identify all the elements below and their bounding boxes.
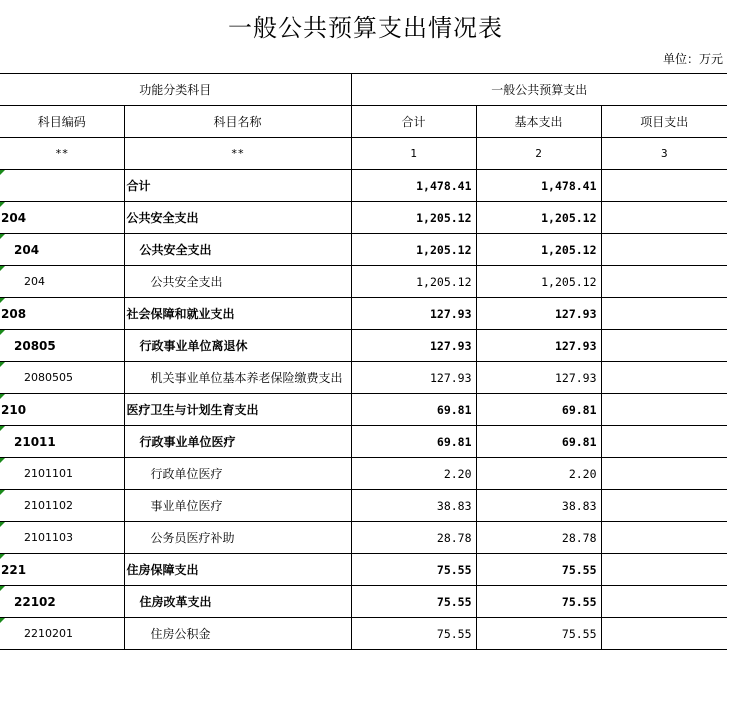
cell-total: 1,478.41 [351, 170, 476, 202]
index-total: 1 [351, 138, 476, 170]
cell-total: 1,205.12 [351, 266, 476, 298]
cell-total: 75.55 [351, 586, 476, 618]
cell-project [601, 266, 727, 298]
cell-total: 28.78 [351, 522, 476, 554]
index-row [0, 138, 727, 170]
cell-code: 2101101 [0, 458, 124, 490]
cell-basic: 1,205.12 [476, 202, 601, 234]
header-project-expenditure: 项目支出 [601, 106, 727, 138]
cell-name: 合计 [124, 170, 351, 202]
cell-total: 2.20 [351, 458, 476, 490]
cell-code: 210 [0, 394, 124, 426]
cell-total: 1,205.12 [351, 202, 476, 234]
cell-code: 204 [0, 234, 124, 266]
cell-name: 行政事业单位离退休 [124, 330, 351, 362]
cell-name: 公务员医疗补助 [124, 522, 351, 554]
cell-name: 事业单位医疗 [124, 490, 351, 522]
header-subject-code: 科目编码 [0, 106, 124, 138]
cell-name: 住房公积金 [124, 618, 351, 650]
unit-label: 单位：万元 [662, 52, 723, 66]
cell-name: 公共安全支出 [124, 202, 351, 234]
cell-project [601, 618, 727, 650]
cell-basic: 1,478.41 [476, 170, 601, 202]
cell-code: 2210201 [0, 618, 124, 650]
cell-basic: 1,205.12 [476, 234, 601, 266]
cell-total: 1,205.12 [351, 234, 476, 266]
cell-name: 公共安全支出 [124, 234, 351, 266]
cell-project [601, 554, 727, 586]
cell-basic: 75.55 [476, 618, 601, 650]
cell-project [601, 394, 727, 426]
cell-code: 20805 [0, 330, 124, 362]
table-row [0, 298, 727, 330]
cell-total: 127.93 [351, 330, 476, 362]
cell-name: 公共安全支出 [124, 266, 351, 298]
cell-total: 75.55 [351, 554, 476, 586]
index-project: 3 [601, 138, 727, 170]
cell-code: 2080505 [0, 362, 124, 394]
cell-basic: 127.93 [476, 330, 601, 362]
cell-code: 2101102 [0, 490, 124, 522]
cell-project [601, 586, 727, 618]
cell-total: 75.55 [351, 618, 476, 650]
cell-basic: 75.55 [476, 586, 601, 618]
cell-code: 204 [0, 202, 124, 234]
table-row [0, 522, 727, 554]
index-name: ** [124, 138, 351, 170]
cell-name: 住房保障支出 [124, 554, 351, 586]
table-row [0, 330, 727, 362]
cell-code: 22102 [0, 586, 124, 618]
cell-basic: 127.93 [476, 298, 601, 330]
table-row [0, 490, 727, 522]
header-general-budget-expenditure: 一般公共预算支出 [351, 74, 727, 106]
header-group-row [0, 74, 727, 106]
cell-project [601, 458, 727, 490]
cell-project [601, 362, 727, 394]
cell-project [601, 426, 727, 458]
table-row [0, 266, 727, 298]
cell-project [601, 330, 727, 362]
cell-total: 127.93 [351, 362, 476, 394]
table-row [0, 234, 727, 266]
cell-project [601, 522, 727, 554]
table-row [0, 170, 727, 202]
cell-basic: 2.20 [476, 458, 601, 490]
cell-project [601, 298, 727, 330]
header-column-row [0, 106, 727, 138]
page-title: 一般公共预算支出情况表 [228, 14, 503, 42]
cell-basic: 75.55 [476, 554, 601, 586]
table-row [0, 202, 727, 234]
header-functional-classification: 功能分类科目 [0, 74, 351, 106]
cell-total: 69.81 [351, 394, 476, 426]
cell-total: 127.93 [351, 298, 476, 330]
cell-basic: 127.93 [476, 362, 601, 394]
cell-name: 机关事业单位基本养老保险缴费支出 [124, 362, 351, 394]
table-row [0, 618, 727, 650]
cell-name: 社会保障和就业支出 [124, 298, 351, 330]
cell-total: 69.81 [351, 426, 476, 458]
index-basic: 2 [476, 138, 601, 170]
header-subject-name: 科目名称 [124, 106, 351, 138]
cell-code: 208 [0, 298, 124, 330]
cell-code: 221 [0, 554, 124, 586]
table-row [0, 586, 727, 618]
cell-code: 21011 [0, 426, 124, 458]
cell-project [601, 490, 727, 522]
table-row [0, 458, 727, 490]
cell-name: 行政事业单位医疗 [124, 426, 351, 458]
cell-code [0, 170, 124, 202]
table-row [0, 554, 727, 586]
cell-name: 行政单位医疗 [124, 458, 351, 490]
cell-basic: 28.78 [476, 522, 601, 554]
table-row [0, 394, 727, 426]
header-basic-expenditure: 基本支出 [476, 106, 601, 138]
cell-project [601, 234, 727, 266]
cell-name: 住房改革支出 [124, 586, 351, 618]
cell-basic: 38.83 [476, 490, 601, 522]
cell-basic: 69.81 [476, 426, 601, 458]
index-code: ** [0, 138, 124, 170]
cell-project [601, 202, 727, 234]
cell-code: 204 [0, 266, 124, 298]
table-row [0, 426, 727, 458]
cell-total: 38.83 [351, 490, 476, 522]
table-row [0, 362, 727, 394]
header-total: 合计 [351, 106, 476, 138]
cell-basic: 69.81 [476, 394, 601, 426]
cell-name: 医疗卫生与计划生育支出 [124, 394, 351, 426]
cell-code: 2101103 [0, 522, 124, 554]
cell-project [601, 170, 727, 202]
cell-basic: 1,205.12 [476, 266, 601, 298]
budget-table [0, 73, 727, 650]
